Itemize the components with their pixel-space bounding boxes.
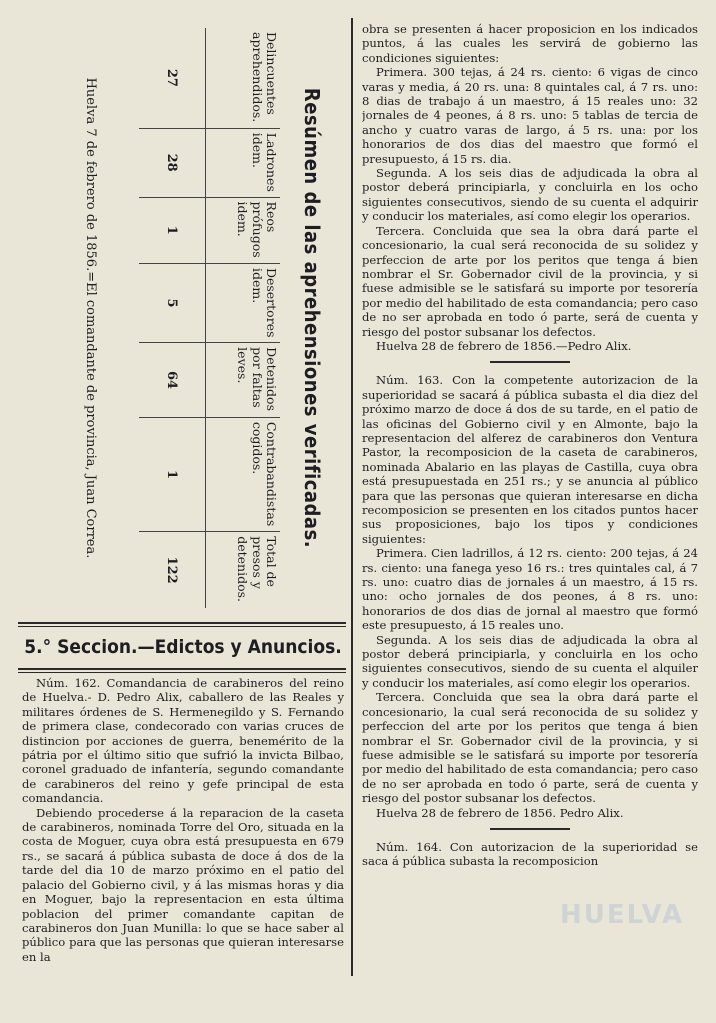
right-paragraph: Tercera. Concluida que sea la obra dará parte el concesionario, la cual será reconocida de su solidez y perfeccion del arte por los peritos que tenga á bien nombrar el Sr. Gobernador civil de la provincia, y si fuese admisible se le satisfará su importe por tesorería por medio del habilitado de esta comandancia; pero caso de no ser aprobada en todo ó parte, será de cuenta y riesgo del postor subsanar los defectos. bbox=[362, 690, 698, 806]
summary-value-2: 1 bbox=[139, 197, 206, 263]
summary-title: Resúmen de las aprehensiones verificadas. bbox=[300, 87, 324, 549]
right-paragraph: Segunda. A los seis dias de adjudicada la obra al postor deberá principiarla, y concluirla en los ocho siguientes consecutivos, siendo de su cuenta el adquirir y conducir los materiales, así como elegir los operarios. bbox=[362, 166, 698, 224]
notice-separator bbox=[490, 361, 570, 363]
summary-value-1: 28 bbox=[139, 128, 206, 197]
right-paragraph: Núm. 164. Con autorizacion de la superioridad se saca á pública subasta la recomposicion bbox=[362, 839, 698, 869]
summary-value-0: 27 bbox=[139, 28, 206, 128]
summary-header-4: Detenidos por faltas leves. bbox=[206, 343, 281, 418]
signature: Huelva 28 de febrero de 1856.—Pedro Alix. bbox=[376, 338, 632, 353]
watermark: HUELVA bbox=[560, 900, 685, 930]
signature: Huelva 28 de febrero de 1856. Pedro Alix. bbox=[376, 805, 624, 820]
summary-header-3: Desertores idem. bbox=[206, 263, 281, 342]
summary-header-5: Contrabandistas cogidos. bbox=[206, 417, 281, 531]
right-paragraph: Núm. 163. Con la competente autorizacion de la superioridad se sacará á pública subasta el dia diez del próximo marzo de doce á dos de su tarde, en el patio de las oficinas del Gobierno civil y en Almonte, bajo la representacion del alferez de carabineros don Ventura Pastor, la recomposicion de la caseta de carabineros, nominada Abalario en las playas de Castilla, cuya obra está presupuestada en 251 rs.; y se anuncia al público para que las personas que quieran interesarse en dicha recomposicion se presenten en los citados puntos hacer sus proposiciones, bajo los tipos y condiciones siguientes: bbox=[362, 373, 698, 546]
summary-table-region bbox=[18, 18, 348, 618]
right-paragraph: Tercera. Concluida que sea la obra dará parte el concesionario, la cual será reconocida de su solidez y perfeccion de arte por los peritos que tenga á bien nombrar el Sr. Gobernador civil de la provincia, y si fuese admisible se le satisfará su importe por tesorería por medio del habilitado de esta comandancia; pero caso de no ser aprobada en todo ó parte, será de cuenta y riesgo del postor subsanar los defectos. bbox=[362, 223, 698, 339]
summary-footer: Huelva 7 de febrero de 1856.=El comandante de provincia, Juan Correa. bbox=[83, 77, 98, 559]
summary-header-0: Delincuentes aprehendidos. bbox=[206, 28, 281, 128]
summary-value-6: 122 bbox=[139, 532, 206, 608]
right-paragraph: Segunda. A los seis dias de adjudicada la obra al postor deberá principiarla, y concluirla en los ocho siguientes consecutivos, siendo de su cuenta el alquiler y conducir los materiales, así como elegir los operarios. bbox=[362, 632, 698, 690]
right-paragraph: obra se presenten á hacer proposicion en los indicados puntos, á las cuales les servirá de gobierno las condiciones siguientes: bbox=[362, 22, 698, 65]
left-column bbox=[22, 676, 344, 976]
column-divider bbox=[351, 18, 353, 976]
summary-rotated bbox=[18, 18, 348, 618]
summary-header-1: Ladrones idem. bbox=[206, 128, 281, 197]
left-paragraph: Debiendo procederse á la reparacion de la caseta de carabineros, nominada Torre del Oro, situada en la costa de Moguer, cuya obra está presupuesta en 679 rs., se sacará á pública subasta de doce á dos de la tarde del dia 10 de marzo próximo en el patio del palacio del Gobierno civil, y á las mismas horas y dia en Moguer, bajo la representacion en esta última poblacion del primer comandante capitan de carabineros don Juan Munilla: lo que se hace saber al público para que las personas que quieran interesarse en la bbox=[22, 805, 344, 964]
right-paragraph: Primera. 300 tejas, á 24 rs. ciento: 6 vigas de cinco varas y media, á 20 rs. una: 8 quintales cal, á 7 rs. uno: 8 dias de trabajo á un maestro, á 15 reales uno: 32 jornales de 4 peones, á 8 rs. uno: 5 tablas de tercia de ancho y cuatro varas de largo, á 5 rs. una: por los honorarios de dos dias del maestro que formó el presupuesto, á 15 rs. dia. bbox=[362, 65, 698, 166]
notice-separator bbox=[490, 828, 570, 830]
summary-header-6: Total de presos y detenidos. bbox=[235, 536, 279, 603]
summary-header-2: Reos prófugos idem. bbox=[206, 197, 281, 263]
right-paragraph: Primera. Cien ladrillos, á 12 rs. ciento: 200 tejas, á 24 rs. ciento: una fanega yeso 16 rs.: tres quintales cal, á 7 rs. uno: cuatro dias de jornales á un maestro, á 15 rs. uno: ocho jornales de dos peones, á 8 rs. uno: honorarios de dos dias de jornal al maestro que formó este presupuesto, á 15 reales uno. bbox=[362, 546, 698, 633]
section-heading: 5.° Seccion.—Edictos y Anuncios. bbox=[24, 636, 342, 658]
section-rule-top bbox=[18, 622, 346, 624]
summary-value-4: 64 bbox=[139, 343, 206, 418]
summary-table bbox=[139, 28, 280, 608]
summary-value-5: 1 bbox=[139, 417, 206, 531]
section-rule-bottom bbox=[18, 668, 346, 670]
left-paragraph: Núm. 162. Comandancia de carabineros del reino de Huelva.- D. Pedro Alix, caballero de las Reales y militares órdenes de S. Hermenegildo y S. Fernando de primera clase, condecorado con varias cruces de distincion por acciones de guerra, benemérito de la pátria por el último sitio que sufrió la invicta Bilbao, coronel graduado de infantería, segundo comandante de carabineros del reino y gefe principal de esta comandancia. bbox=[22, 676, 344, 806]
summary-value-3: 5 bbox=[139, 263, 206, 342]
right-column bbox=[362, 22, 698, 977]
